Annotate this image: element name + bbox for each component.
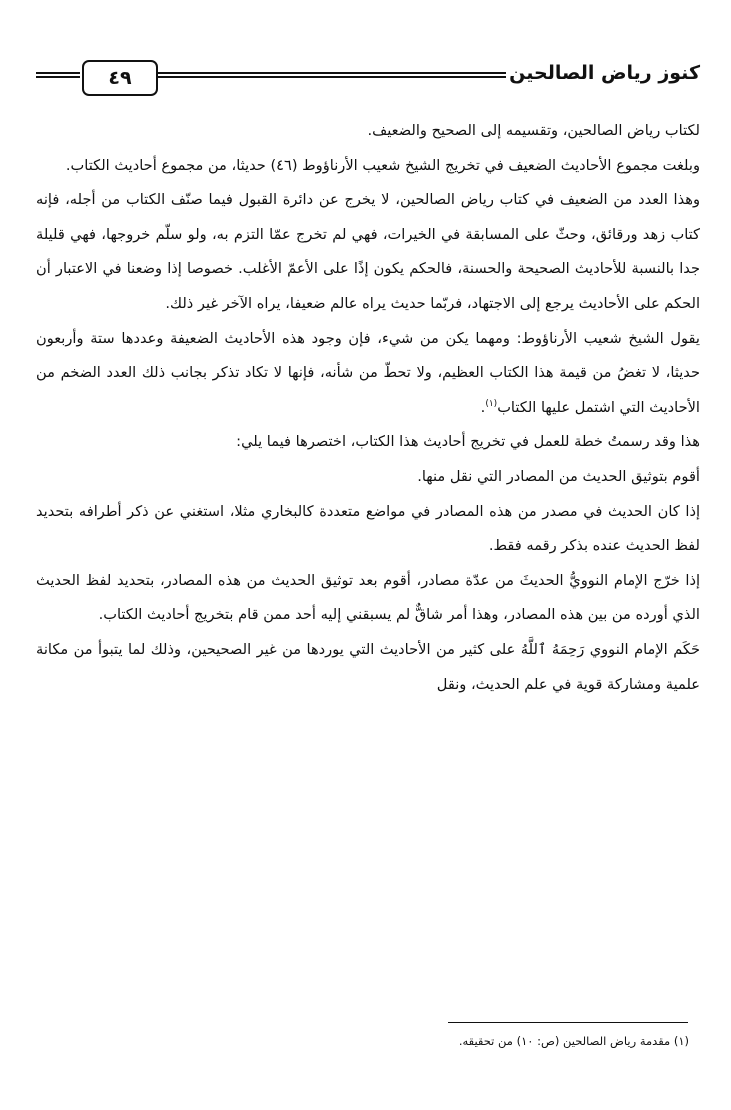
book-title: كنوز رياض الصالحين: [509, 62, 700, 84]
header-rule-right: [158, 72, 506, 78]
paragraph-8: إذا خرّج الإمام النوويُّ الحديثَ من عدّة مصادر، أقوم بعد توثيق الحديث من هذه المصادر، بتحديد لفظ الحديث الذي أورده من بين هذه المصادر، وهذا أمر شاقٌّ لم يسبقني إليه أحد ممن قام بتخريج أحاديث الكتاب.: [36, 571, 700, 624]
paragraph-4-text: يقول الشيخ شعيب الأرناؤوط: ومهما يكن من شيء، فإن وجود هذه الأحاديث الضعيفة وعددها ستة وأربعون حديثا، لا تغضُ من قيمة هذا الكتاب العظيم، ولا تحطّ من شأنه، فإنها لا تكاد تذكر بجانب ذلك العدد الضخم من الأحاديث التي اشتمل عليها الكتاب: [36, 329, 700, 416]
paragraph-1: لكتاب رياض الصالحين، وتقسيمه إلى الصحيح والضعيف.: [367, 122, 700, 139]
main-text: [36, 114, 700, 702]
page-number: ٤٩: [82, 60, 158, 96]
paragraph-9: حَكَم الإمام النووي رَحِمَهُ ٱللَّهُ على كثير من الأحاديث التي يوردها من غير الصحيحين، وذلك لما يتبوأ من مكانة علمية ومشاركة قوية في علم الحديث، ونقل: [36, 640, 700, 693]
paragraph-6: أقوم بتوثيق الحديث من المصادر التي نقل منها.: [417, 467, 700, 485]
paragraph-4: يقول الشيخ شعيب الأرناؤوط: ومهما يكن من شيء، فإن وجود هذه الأحاديث الضعيفة وعددها ستة وأربعون حديثا، لا تغضُ من قيمة هذا الكتاب العظيم، ولا تحطّ من شأنه، فإنها لا تكاد تذكر بجانب ذلك العدد الضخم من الأحاديث التي اشتمل عليها الكتاب$^{(١)}$.: [36, 329, 700, 416]
paragraph-3: وهذا العدد من الضعيف في كتاب رياض الصالحين، لا يخرج عن دائرة القبول فيما صنّف الكتاب من أجله، فإنه كتاب زهد ورقائق، وحثّ على المسابقة في الخيرات، فهي لم تخرج عمّا التزم به، ولو سلّم خروجها، فهي قليلة جدا بالنسبة للأحاديث الصحيحة والحسنة، فالحكم يكون إذًا على الأعمّ الأغلب. خصوصا إذا وضعنا في الاعتبار أن الحكم على الأحاديث يرجع إلى الاجتهاد، فربّما حديث يراه عالم ضعيفا، يراه الآخر غير ذلك.: [36, 191, 700, 312]
footnote: (١) مقدمة رياض الصالحين (ص: ١٠) من تحقيقه.: [458, 1034, 689, 1048]
paragraph-5: هذا وقد رسمتُ خطة للعمل في تخريج أحاديث هذا الكتاب، اختصرها فيما يلي:: [236, 433, 700, 451]
header-rule-left: [36, 72, 80, 78]
paragraph-2: وبلغت مجموع الأحاديث الضعيف في تخريج الشيخ شعيب الأرناؤوط (٤٦) حديثا، من مجموع أحاديث الكتاب.: [65, 156, 700, 174]
footnote-reference[interactable]: (١): [485, 398, 498, 409]
running-header: [30, 58, 700, 98]
paragraph-7: إذا كان الحديث في مصدر من هذه المصادر في مواضع متعددة كالبخاري مثلا، استغني عن ذكر أطرافه بتحديد لفظ الحديث عنده بذكر رقمه فقط.: [36, 502, 700, 555]
footnote-divider: [448, 1022, 688, 1023]
